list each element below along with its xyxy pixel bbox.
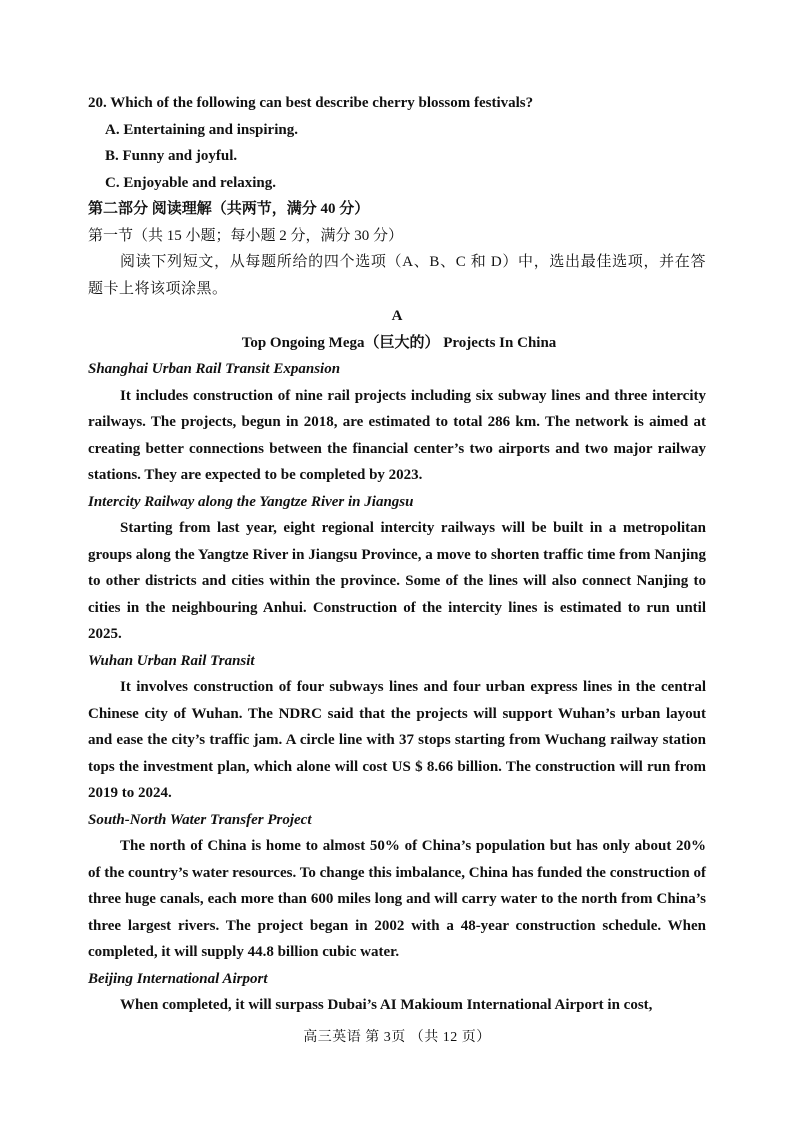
section-subtitle: Shanghai Urban Rail Transit Expansion <box>88 361 341 377</box>
page-footer: 高三英语 第 3页 （共 12 页） <box>303 1030 491 1045</box>
passage-label: A <box>391 308 403 324</box>
passage-title: Top Ongoing Mega（巨大的） Projects In China <box>241 334 557 351</box>
question-20-option-c: C. Enjoyable and relaxing. <box>105 174 276 191</box>
section-paragraph: The north of China is home to almost 50% of China’s population but has only about 20% of the country’s water resources. To change this imbalance, China has funded the construction of three huge canals, each more than 600 miles long and will carry water to the north from China’s three largest rivers. The project began in 2002 with a 48-year construction schedule. When completed, it will supply 44.8 billion cubic water. <box>88 838 706 960</box>
reading-instruction: 阅读下列短文，从每题所给的四个选项（A、B、C 和 D）中，选出最佳选项，并在答题卡上将该项涂黑。 <box>88 254 706 297</box>
section-subtitle: Intercity Railway along the Yangtze River in Jiangsu <box>88 493 414 510</box>
section-paragraph: Starting from last year, eight regional intercity railways will be built in a metropolitan groups along the Yangtze River in Jiangsu Province, a move to shorten traffic time from Nanjing to other districts and cities within the province. Some of the lines will also connect Nanjing to cities in the neighbouring Anhui. Construction of the intercity lines is estimated to run until 2025. <box>88 520 706 642</box>
section-paragraph: When completed, it will surpass Dubai’s AI Makioum International Airport in cost, <box>120 997 653 1013</box>
question-20-stem: 20. Which of the following can best describe cherry blossom festivals? <box>88 95 534 111</box>
section-subtitle: Wuhan Urban Rail Transit <box>88 652 255 669</box>
section-subtitle: Beijing International Airport <box>88 970 268 987</box>
question-20-option-a: A. Entertaining and inspiring. <box>105 121 298 138</box>
section-subtitle: South-North Water Transfer Project <box>88 811 312 828</box>
exam-page <box>88 90 706 1019</box>
question-20-option-b: B. Funny and joyful. <box>105 148 238 164</box>
section-paragraph: It involves construction of four subways lines and four urban express lines in the central Chinese city of Wuhan. The NDRC said that the projects will support Wuhan’s urban layout and ease the city’s traffic jam. A circle line with 37 stops starting from Wuchang railway station tops the investment plan, which alone will cost US $ 8.66 billion. The construction will run from 2019 to 2024. <box>88 679 706 801</box>
section-paragraph: It includes construction of nine rail projects including six subway lines and three intercity railways. The projects, begun in 2018, are estimated to total 286 km. The network is aimed at creating better connections between the financial center’s two airports and two major railway stations. They are expected to be completed by 2023. <box>88 387 706 483</box>
part2-heading: 第二部分 阅读理解（共两节，满分 40 分） <box>88 201 370 217</box>
section1-heading: 第一节（共 15 小题；每小题 2 分，满分 30 分） <box>88 227 404 244</box>
